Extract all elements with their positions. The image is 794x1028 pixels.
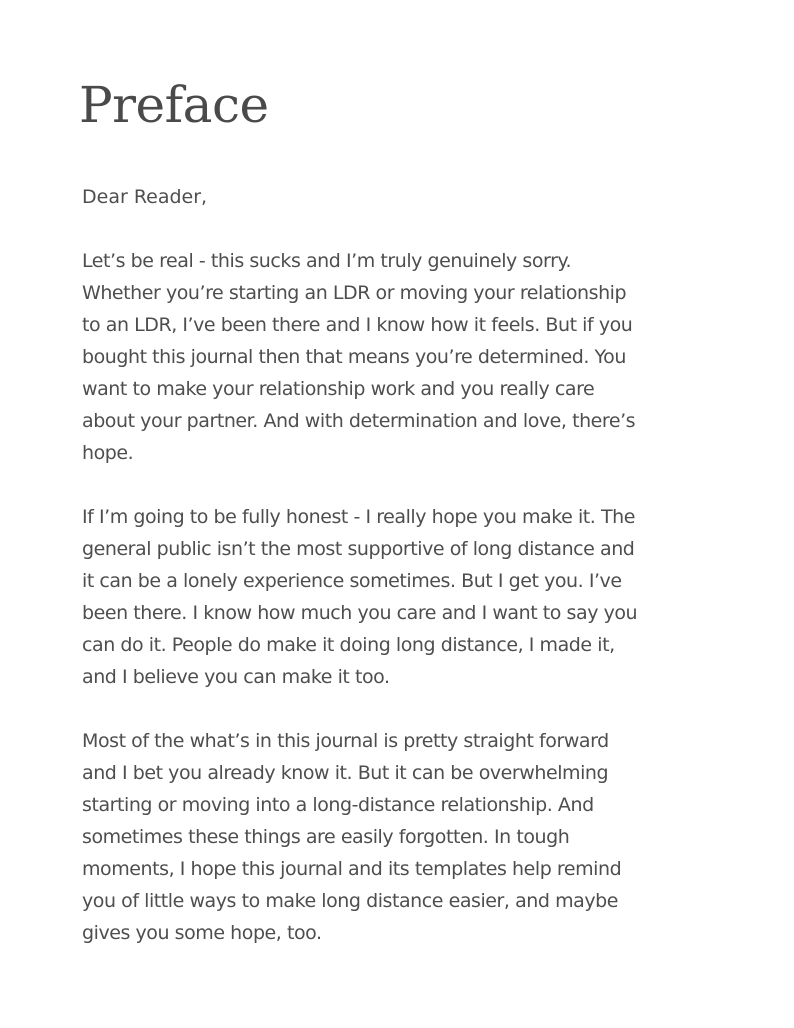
text-line: If I’m going to be fully honest - I really hope you make it. The (82, 506, 635, 528)
text-line: Most of the what’s in this journal is pretty straight forward (82, 730, 609, 752)
text-line: hope. (82, 442, 134, 464)
text-line: starting or moving into a long-distance relationship. And (82, 794, 594, 816)
text-line: Let’s be real - this sucks and I’m truly genuinely sorry. (82, 250, 572, 272)
text-line: you of little ways to make long distance easier, and maybe (82, 890, 618, 912)
text-line: gives you some hope, too. (82, 922, 322, 944)
text-line: to an LDR, I’ve been there and I know how it feels. But if you (82, 314, 633, 336)
text-line: been there. I know how much you care and I want to say you (82, 602, 638, 624)
text-line: sometimes these things are easily forgotten. In tough (82, 826, 570, 848)
paragraph-1 (82, 245, 712, 469)
text-line: it can be a lonely experience sometimes. But I get you. I’ve (82, 570, 622, 592)
paragraph-2 (82, 501, 712, 693)
text-line: can do it. People do make it doing long distance, I made it, (82, 634, 615, 656)
text-line: and I believe you can make it too. (82, 666, 390, 688)
text-line: about your partner. And with determination and love, there’s (82, 410, 636, 432)
text-line: want to make your relationship work and you really care (82, 378, 595, 400)
text-line: Whether you’re starting an LDR or moving your relationship (82, 282, 627, 304)
paragraph-3 (82, 725, 712, 949)
letter-body (82, 181, 712, 949)
text-line: and I bet you already know it. But it can be overwhelming (82, 762, 609, 784)
page-title: Preface (79, 76, 269, 134)
text-line: bought this journal then that means you’re determined. You (82, 346, 626, 368)
text-line: general public isn’t the most supportive of long distance and (82, 538, 635, 560)
text-line: moments, I hope this journal and its templates help remind (82, 858, 622, 880)
greeting: Dear Reader, (82, 186, 208, 208)
